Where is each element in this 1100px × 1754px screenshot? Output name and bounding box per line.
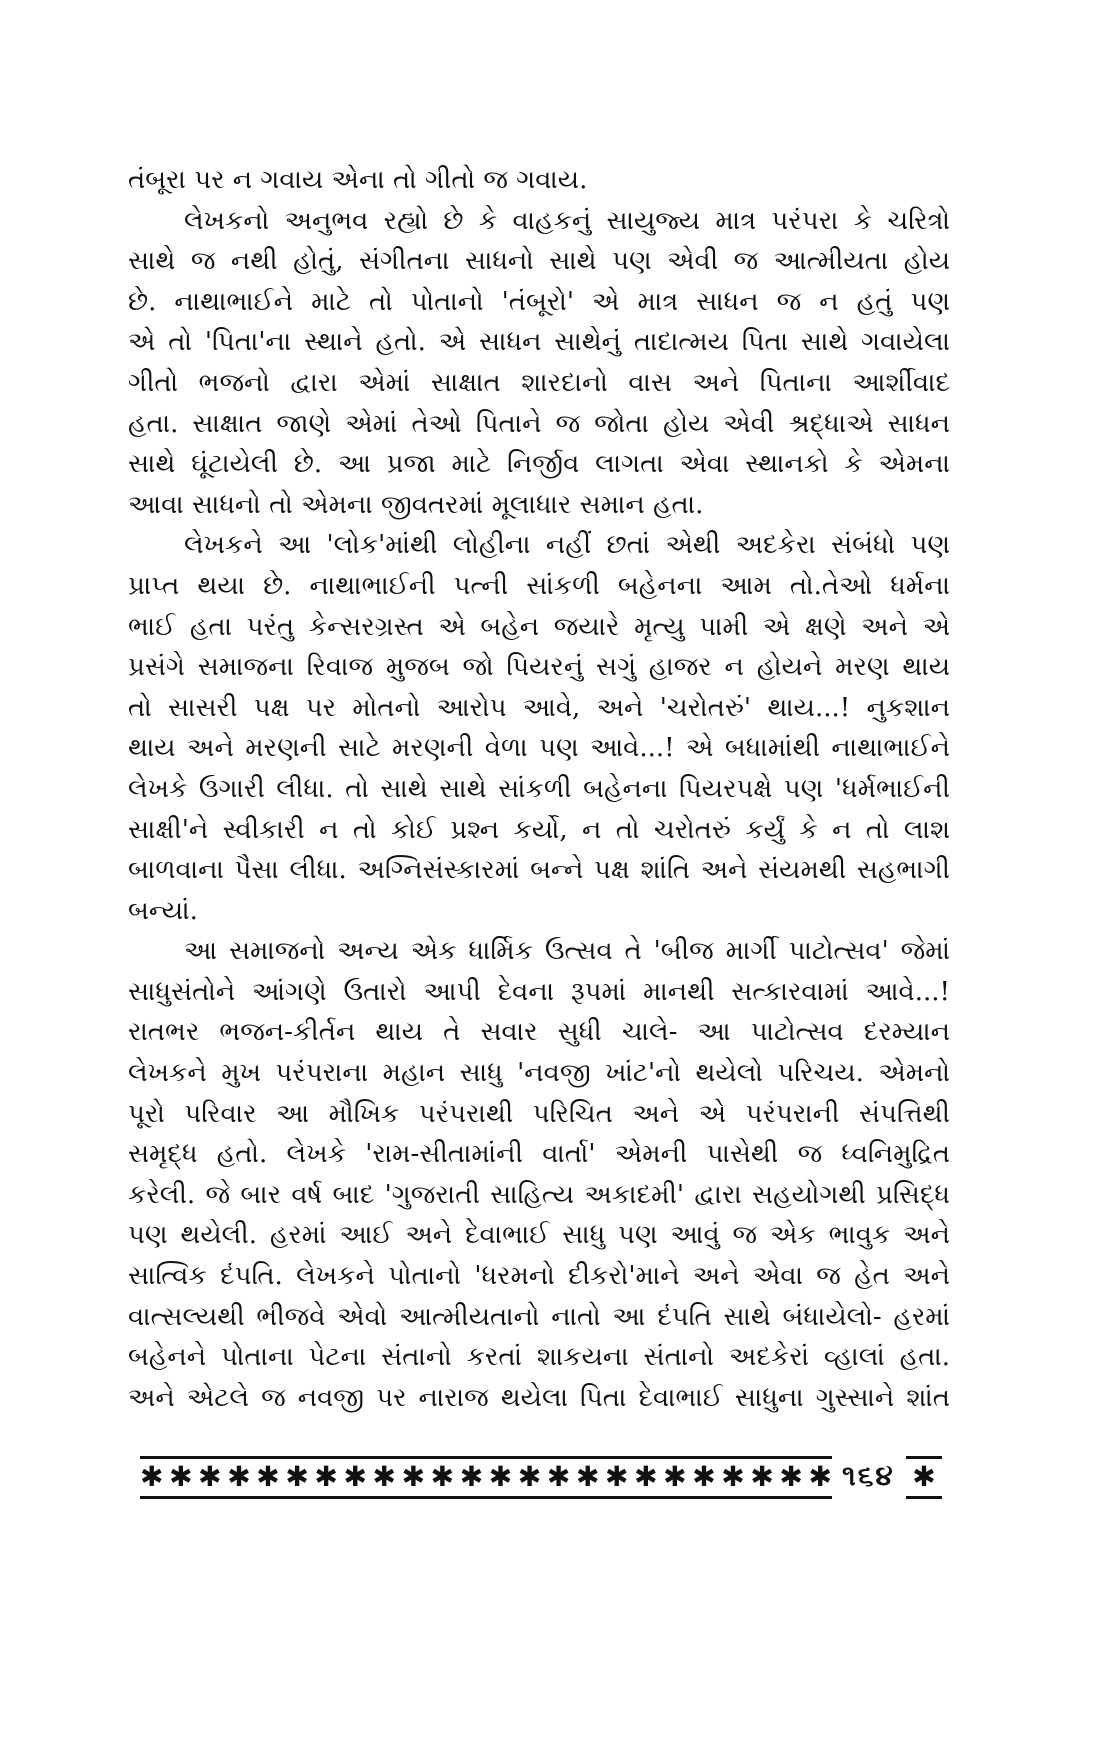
text-line: અને એટલે જ નવજી પર નારાજ થયેલા પિતા દેવાભાઈ સાધુના ગુસ્સાને શાંત [128, 1382, 950, 1413]
footer-star-row [140, 1459, 832, 1495]
paragraph-start-line: લેખકને આ 'લોક'માંથી લોહીના નહીં છતાં એથી અદકેરા સંબંધો પણ [184, 530, 950, 561]
text-line: બાળવાના પૈસા લીધા. અગ્નિસંસ્કારમાં બન્ને પક્ષ શાંતિ અને સંયમથી સહભાગી [128, 855, 950, 886]
text-line: બહેનને પોતાના પેટના સંતાનો કરતાં શાકયના સંતાનો અદકેરાં વ્હાલાં હતા. [128, 1342, 950, 1373]
asterisk-icon: ✱ [634, 1460, 658, 1493]
text-line: તો સાસરી પક્ષ પર મોતનો આરોપ આવે, અને 'ચરોતરું' થાય...! નુકશાન [128, 692, 950, 723]
asterisk-icon: ✱ [198, 1460, 222, 1493]
asterisk-icon: ✱ [721, 1460, 745, 1493]
footer-end-rule [906, 1496, 942, 1499]
paragraph-start-line: લેખકનો અનુભવ રહ્યો છે કે વાહકનું સાયુજ્ય માત્ર પરંપરા કે ચરિત્રો [184, 205, 950, 236]
page-number: ૧૬૪ [842, 1459, 895, 1492]
text-line: સાક્ષી'ને સ્વીકારી ન તો કોઈ પ્રશ્ન કર્યો, ન તો ચરોતરું કર્યું કે ન તો લાશ [128, 814, 950, 845]
text-line: કરેલી. જે બાર વર્ષ બાદ 'ગુજરાતી સાહિત્ય અકાદમી' દ્વારા સહયોગથી પ્રસિદ્ધ [128, 1179, 950, 1210]
text-line: સાથે ઘૂંટાયેલી છે. આ પ્રજા માટે નિર્જીવ લાગતા એવા સ્થાનકો કે એમના [128, 449, 950, 480]
asterisk-icon: ✱ [227, 1460, 251, 1493]
asterisk-icon: ✱ [663, 1460, 687, 1493]
text-line: ભાઈ હતા પરંતુ કેન્સરગ્રસ્ત એ બહેન જયારે મૃત્યુ પામી એ ક્ષણે અને એ [128, 611, 950, 642]
text-line: સાત્વિક દંપતિ. લેખકને પોતાનો 'ધરમનો દીકરો'માને અને એવા જ હેત અને [128, 1261, 950, 1292]
text-line: લેખકને મુખ પરંપરાના મહાન સાધુ 'નવજી ખાંટ'નો થયેલો પરિચય. એમનો [128, 1058, 950, 1089]
asterisk-icon: ✱ [488, 1460, 513, 1493]
text-line: રાતભર ભજન-કીર્તન થાય તે સવાર સુધી ચાલે- આ પાટોત્સવ દરમ્યાન [128, 1017, 950, 1048]
text-line: પ્રસંગે સમાજના રિવાજ મુજબ જો પિયરનું સગું હાજર ન હોયને મરણ થાય [128, 652, 950, 683]
asterisk-icon: ✱ [343, 1460, 367, 1493]
text-line: લેખકે ઉગારી લીધા. તો સાથે સાથે સાંકળી બહેનના પિયરપક્ષે પણ 'ધર્મભાઈની [128, 773, 950, 804]
paragraph-end-line: આવા સાધનો તો એમના જીવતરમાં મૂલાધાર સમાન હતા. [128, 489, 704, 520]
asterisk-icon: ✱ [575, 1460, 600, 1493]
asterisk-icon: ✱ [169, 1460, 193, 1493]
asterisk-icon: ✱ [750, 1460, 774, 1493]
page-footer [140, 1452, 946, 1504]
text-line: વાત્સલ્યથી ભીજવે એવો આત્મીયતાનો નાતો આ દંપતિ સાથે બંધાયેલો- હરમાં [128, 1301, 950, 1332]
asterisk-icon: ✱ [140, 1460, 164, 1493]
asterisk-icon: ✱ [912, 1460, 936, 1493]
text-line: થાય અને મરણની સાટે મરણની વેળા પણ આવે...! એ બધામાંથી નાથાભાઈને [128, 733, 950, 764]
asterisk-icon: ✱ [808, 1460, 832, 1493]
text-line: પણ થયેલી. હરમાં આઈ અને દેવાભાઈ સાધુ પણ આવું જ એક ભાવુક અને [128, 1220, 950, 1251]
asterisk-icon: ✱ [256, 1460, 280, 1493]
asterisk-icon: ✱ [517, 1460, 542, 1493]
text-line: ગીતો ભજનો દ્વારા એમાં સાક્ષાત શારદાનો વાસ અને પિતાના આર્શીવાદ [128, 367, 950, 398]
asterisk-icon: ✱ [459, 1460, 484, 1493]
footer-rule [140, 1496, 832, 1499]
asterisk-icon: ✱ [372, 1460, 396, 1493]
text-line: તંબૂરા પર ન ગવાય એના તો ગીતો જ ગવાય. [128, 165, 588, 195]
asterisk-icon: ✱ [546, 1460, 571, 1493]
body-text [128, 160, 950, 1418]
asterisk-icon: ✱ [779, 1460, 803, 1493]
text-line: એ તો 'પિતા'ના સ્થાને હતો. એ સાધન સાથેનું તાદાત્મય પિતા સાથે ગવાયેલા [128, 327, 950, 358]
text-line: હતા. સાક્ષાત જાણે એમાં તેઓ પિતાને જ જોતા હોય એવી શ્રદ્ધાએ સાધન [128, 408, 950, 439]
text-line: પૂરો પરિવાર આ મૌખિક પરંપરાથી પરિચિત અને એ પરંપરાની સંપત્તિથી [128, 1098, 950, 1129]
asterisk-icon: ✱ [401, 1460, 426, 1493]
asterisk-icon: ✱ [285, 1460, 309, 1493]
text-line: પ્રાપ્ત થયા છે. નાથાભાઈની પત્ની સાંકળી બહેનના આમ તો.તેઓ ધર્મના [128, 570, 950, 601]
asterisk-icon: ✱ [692, 1460, 716, 1493]
text-line: સાધુસંતોને આંગણે ઉતારો આપી દેવના રૂપમાં માનથી સત્કારવામાં આવે...! [128, 976, 950, 1007]
text-line: સાથે જ નથી હોતું, સંગીતના સાધનો સાથે પણ એવી જ આત્મીયતા હોય [128, 246, 950, 277]
text-line: છે. નાથાભાઈને માટે તો પોતાનો 'તંબૂરો' એ માત્ર સાધન જ ન હતું પણ [128, 286, 950, 317]
asterisk-icon: ✱ [314, 1460, 338, 1493]
paragraph-end-line: બન્યાં. [128, 895, 198, 926]
asterisk-icon: ✱ [430, 1460, 455, 1493]
paragraph-start-line: આ સમાજનો અન્ય એક ધાર્મિક ઉત્સવ તે 'બીજ માર્ગી પાટોત્સવ' જેમાં [184, 936, 950, 967]
text-line: સમૃદ્ધ હતો. લેખકે 'રામ-સીતામાંની વાર્તા' એમની પાસેથી જ ધ્વનિમુદ્રિત [128, 1139, 950, 1170]
asterisk-icon: ✱ [605, 1460, 629, 1493]
